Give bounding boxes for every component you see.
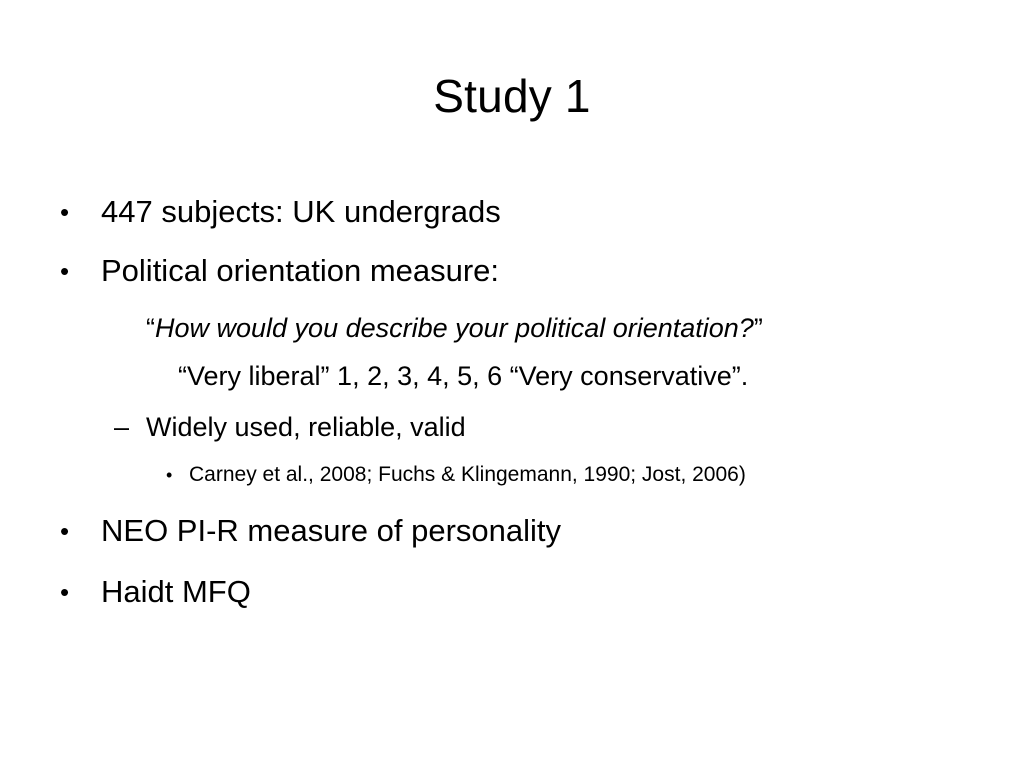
bullet-marker: •: [60, 516, 70, 546]
bullet-text: Haidt MFQ: [101, 574, 251, 609]
bullet-marker: •: [60, 197, 70, 227]
question-text: How would you describe your political orientation?: [155, 313, 754, 343]
bullet-text: 447 subjects: UK undergrads: [101, 194, 501, 229]
bullet-marker: •: [60, 577, 70, 607]
slide-title: Study 1: [433, 70, 591, 122]
quoted-question: [146, 311, 763, 345]
sub-bullet-text: Widely used, reliable, valid: [146, 412, 466, 442]
citation-text: Carney et al., 2008; Fuchs & Klingemann, 1990; Jost, 2006): [189, 463, 746, 486]
close-quote: ”: [753, 313, 763, 343]
bullet-marker: •: [60, 256, 70, 286]
bullet-text: NEO PI-R measure of personality: [101, 513, 562, 548]
bullet-text: Political orientation measure:: [101, 253, 500, 288]
scale-line: “Very liberal” 1, 2, 3, 4, 5, 6 “Very conservative”.: [178, 361, 749, 391]
bullet-marker: •: [166, 465, 173, 485]
open-quote: “: [146, 313, 155, 343]
dash-marker: –: [114, 412, 130, 442]
